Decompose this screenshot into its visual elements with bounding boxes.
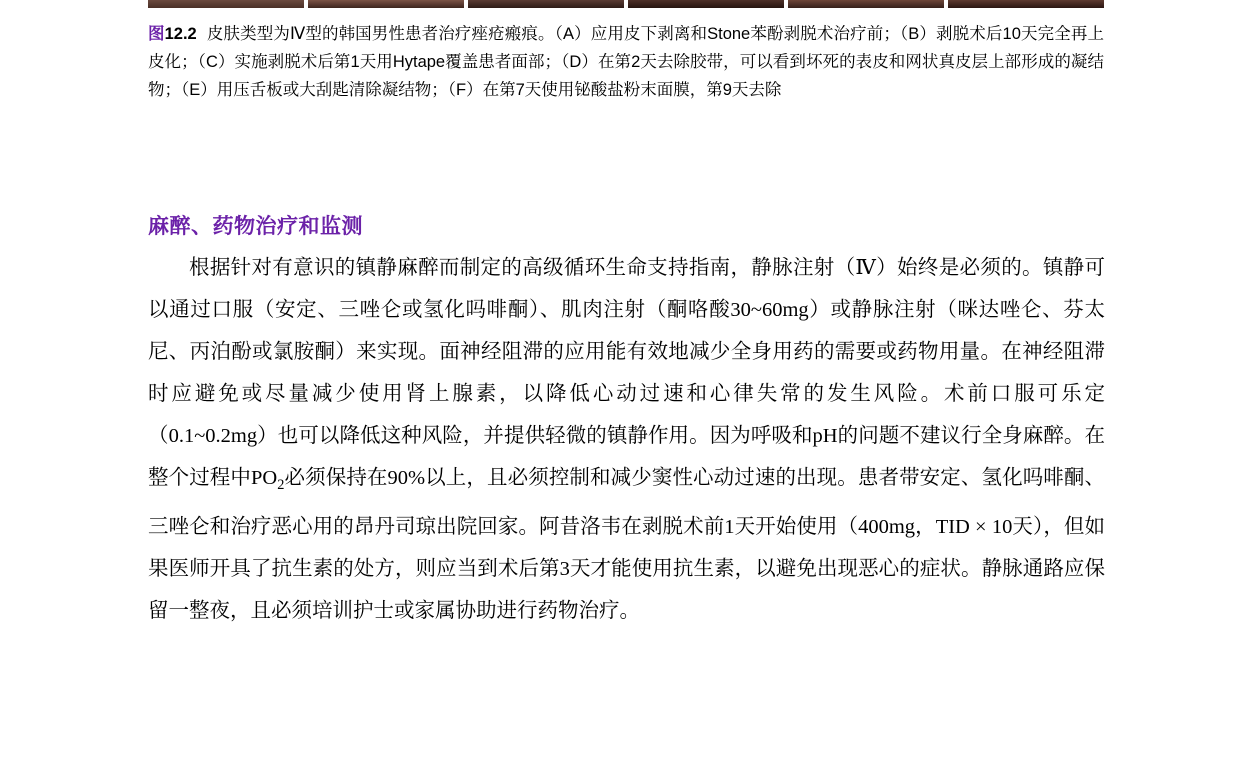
- figure-panel-a: [148, 0, 304, 8]
- figure-caption: [148, 20, 1104, 104]
- figure-image-strip: [148, 0, 1104, 8]
- body-paragraph-part2: 必须保持在90%以上，且必须控制和减少窦性心动过速的出现。患者带安定、氢化吗啡酮、三唑仑和治疗恶心用的昂丹司琼出院回家。阿昔洛韦在剥脱术前1天开始使用（400mg，TID × 10天），但如果医师开具了抗生素的处方，则应当到术后第3天才能使用抗生素，以避免出现恶心的症状。静脉通路应保留一整夜，且必须培训护士或家属协助进行药物治疗。: [148, 467, 1105, 623]
- body-subscript: 2: [277, 477, 285, 494]
- figure-panel-c: [468, 0, 624, 8]
- figure-caption-text: 皮肤类型为Ⅳ型的韩国男性患者治疗痤疮瘢痕。（A）应用皮下剥离和Stone苯酚剥脱术治疗前；（B）剥脱术后10天完全再上皮化；（C）实施剥脱术后第1天用Hytape覆盖患者面部；（D）在第2天去除胶带，可以看到坏死的表皮和网状真皮层上部形成的凝结物；（E）用压舌板或大刮匙清除凝结物；（F）在第7天使用铋酸盐粉末面膜，第9天去除: [148, 25, 1104, 99]
- body-paragraph-part1: 根据针对有意识的镇静麻醉而制定的高级循环生命支持指南，静脉注射（Ⅳ）始终是必须的。镇静可以通过口服（安定、三唑仑或氢化吗啡酮）、肌肉注射（酮咯酸30~60mg）或静脉注射（咪达唑仑、芬太尼、丙泊酚或氯胺酮）来实现。面神经阻滞的应用能有效地减少全身用药的需要或药物用量。在神经阻滞时应避免或尽量减少使用肾上腺素，以降低心动过速和心律失常的发生风险。术前口服可乐定（0.1~0.2mg）也可以降低这种风险，并提供轻微的镇静作用。因为呼吸和pH的问题不建议行全身麻醉。在整个过程中PO: [148, 257, 1105, 489]
- figure-panel-d: [628, 0, 784, 8]
- figure-panel-e: [788, 0, 944, 8]
- figure-panel-f: [948, 0, 1104, 8]
- figure-panel-b: [308, 0, 464, 8]
- body-paragraph: [148, 247, 1105, 632]
- figure-caption-number: 12.2: [164, 25, 197, 43]
- figure-caption-label: 图: [148, 25, 165, 43]
- section-heading: 麻醉、药物治疗和监测: [148, 215, 363, 238]
